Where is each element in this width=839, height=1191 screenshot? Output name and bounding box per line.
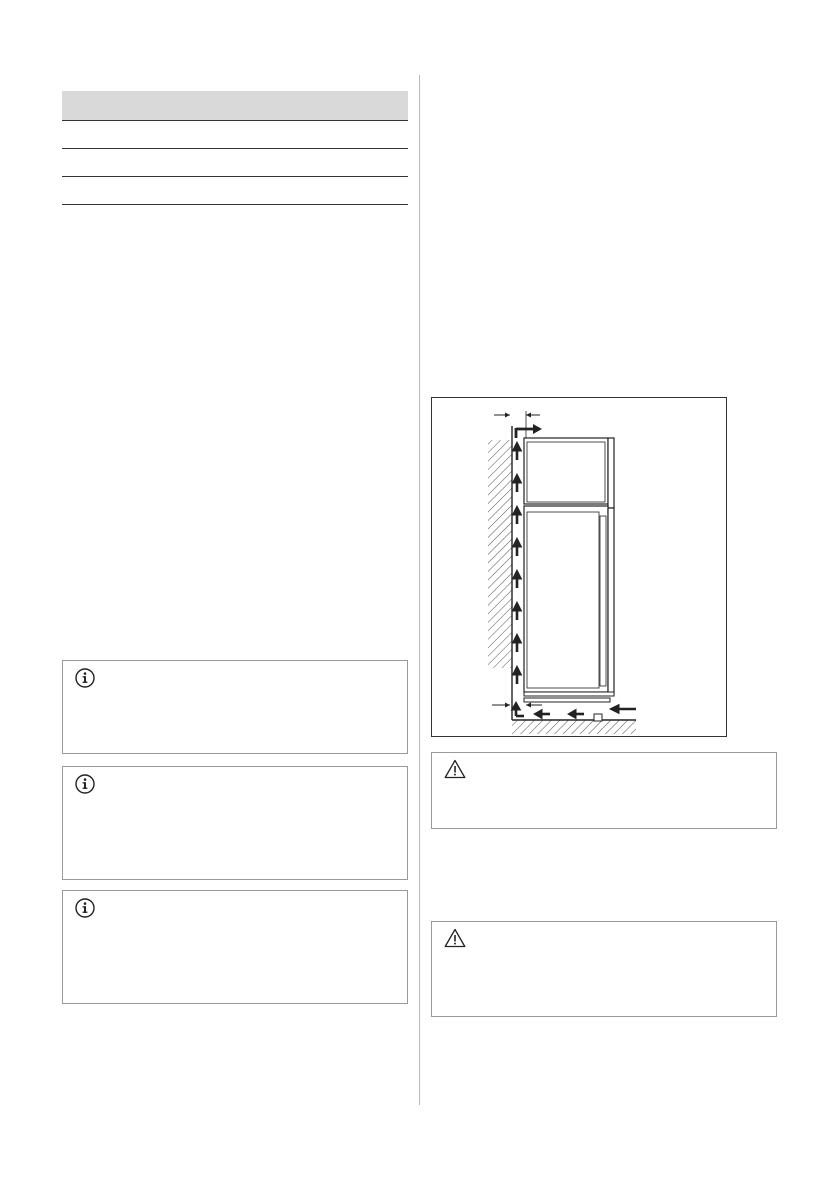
ventilation-diagram-svg — [432, 398, 726, 736]
spec-table — [62, 91, 408, 205]
table-header — [62, 91, 408, 121]
info-note-2 — [62, 766, 408, 880]
warning-note-1 — [431, 752, 777, 829]
info-note-1 — [62, 660, 408, 754]
table-row — [62, 177, 408, 205]
table-row — [62, 121, 408, 149]
warning-note-2 — [431, 921, 777, 1017]
warning-icon — [444, 928, 466, 948]
info-icon — [75, 774, 95, 794]
info-icon — [75, 898, 95, 918]
floor-hatch — [512, 720, 636, 734]
ventilation-diagram — [431, 397, 727, 737]
info-icon — [75, 668, 95, 688]
header-rule — [0, 0, 839, 80]
wall-hatch — [488, 440, 512, 668]
warning-icon — [444, 759, 466, 779]
info-note-3 — [62, 890, 408, 1004]
column-divider — [419, 75, 420, 1105]
table-row — [62, 149, 408, 177]
